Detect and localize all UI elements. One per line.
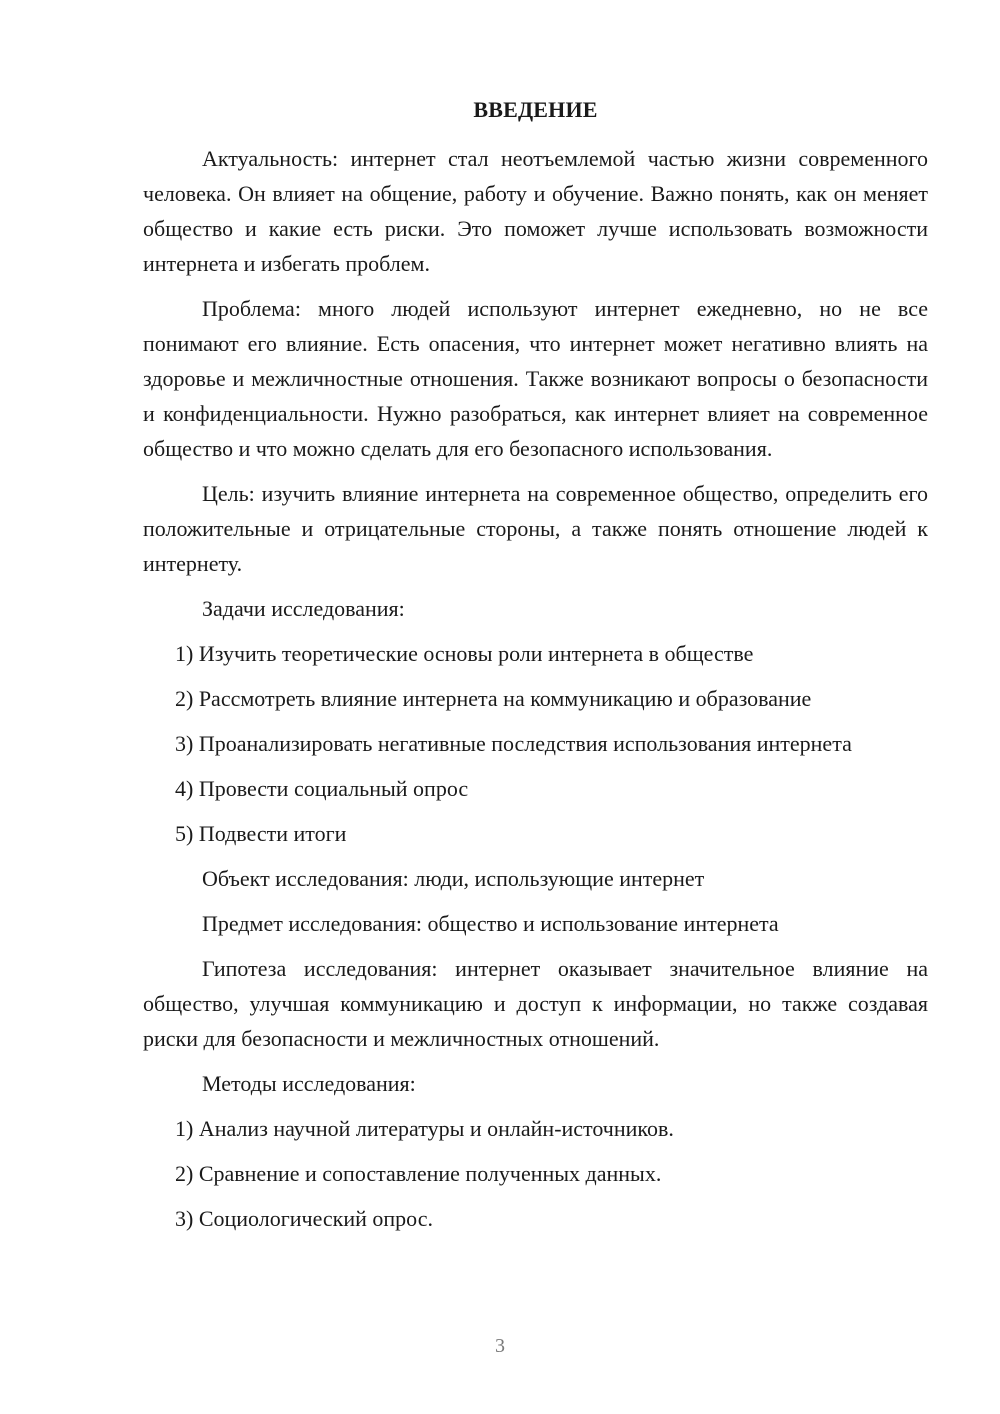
tasks-heading: Задачи исследования: — [202, 596, 405, 621]
methods-heading: Методы исследования: — [202, 1071, 416, 1096]
task-item-3: 3) Проанализировать негативные последствия использования интернета — [175, 731, 852, 756]
page-number: 3 — [495, 1335, 505, 1357]
method-item-1: 1) Анализ научной литературы и онлайн-источников. — [175, 1116, 674, 1141]
research-subject: Предмет исследования: общество и использование интернета — [202, 911, 779, 936]
method-item-2: 2) Сравнение и сопоставление полученных данных. — [175, 1161, 662, 1186]
research-object: Объект исследования: люди, использующие интернет — [202, 866, 705, 891]
document-page — [143, 95, 928, 1246]
task-item-2: 2) Рассмотреть влияние интернета на коммуникацию и образование — [175, 686, 812, 711]
hypothesis-paragraph: Гипотеза исследования: интернет оказывает значительное влияние на общество, улучшая коммуникацию и доступ к информации, но также создавая риски для безопасности и межличностных отношений. — [143, 956, 928, 1051]
method-item-3: 3) Социологический опрос. — [175, 1206, 433, 1231]
task-item-4: 4) Провести социальный опрос — [175, 776, 469, 801]
task-item-1: 1) Изучить теоретические основы роли интернета в обществе — [175, 641, 754, 666]
task-item-5: 5) Подвести итоги — [175, 821, 347, 846]
page-title: ВВЕДЕНИЕ — [473, 97, 598, 122]
goal-paragraph: Цель: изучить влияние интернета на современное общество, определить его положительные и отрицательные стороны, а также понять отношение людей к интернету. — [143, 481, 928, 576]
problem-paragraph: Проблема: много людей используют интернет ежедневно, но не все понимают его влияние. Есть опасения, что интернет может негативно влиять на здоровье и межличностные отношения. Также возникают вопросы о безопасности и конфиденциальности. Нужно разобраться, как интернет влияет на современное общество и что можно сделать для его безопасного использования. — [143, 296, 928, 461]
relevance-paragraph: Актуальность: интернет стал неотъемлемой частью жизни современного человека. Он влияет на общение, работу и обучение. Важно понять, как он меняет общество и какие есть риски. Это поможет лучше использовать возможности интернета и избегать проблем. — [143, 146, 928, 276]
